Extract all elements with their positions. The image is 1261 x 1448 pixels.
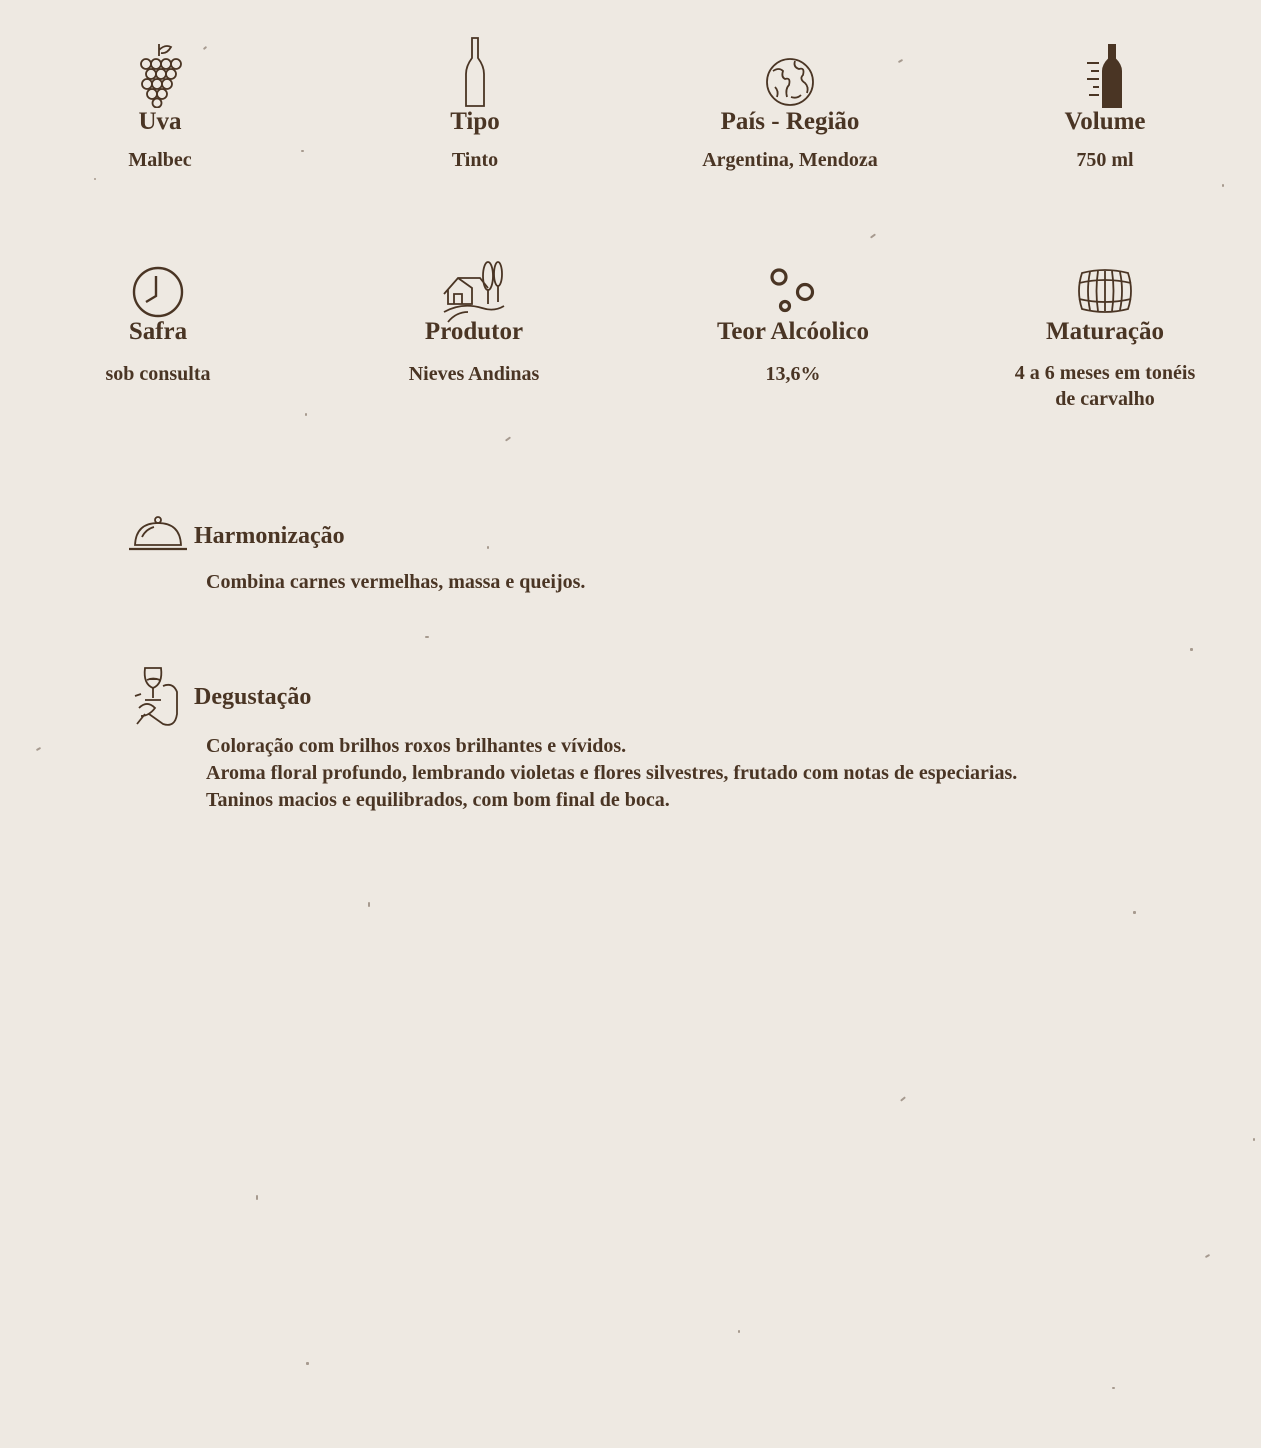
- wine-tasting-icon: [133, 664, 183, 730]
- cloche-icon: [128, 515, 188, 553]
- spec-value: Malbec: [128, 149, 192, 171]
- spec-value-line-1: 4 a 6 meses em tonéis: [1014, 362, 1196, 384]
- tasting-line: Aroma floral profundo, lembrando violetas e flores silvestres, frutado com notas de especiarias.: [206, 762, 1018, 784]
- spec-value: sob consulta: [105, 363, 211, 385]
- spec-label: Uva: [138, 108, 182, 135]
- spec-label: Safra: [128, 318, 188, 345]
- spec-label: País - Região: [720, 108, 860, 135]
- tasting-line: Taninos macios e equilibrados, com bom final de boca.: [206, 789, 670, 811]
- spec-label: Volume: [1064, 108, 1146, 135]
- spec-label: Produtor: [424, 318, 524, 345]
- spec-value-line-2: de carvalho: [1055, 388, 1155, 410]
- bubbles-icon: [769, 267, 817, 313]
- spec-label: Tipo: [450, 108, 500, 135]
- spec-label: Teor Alcóolico: [716, 318, 870, 345]
- clock-icon: [132, 266, 184, 318]
- spec-maturacao: [955, 0, 1255, 420]
- spec-produtor: [324, 0, 624, 420]
- tasting-title: Degustação: [194, 684, 312, 710]
- tasting-line: Coloração com brilhos roxos brilhantes e vívidos.: [206, 735, 627, 757]
- winery-icon: [442, 258, 506, 324]
- spec-value: Argentina, Mendoza: [702, 149, 878, 171]
- pairing-title: Harmonização: [194, 523, 345, 549]
- spec-value: 13,6%: [765, 363, 821, 385]
- spec-safra: [8, 0, 308, 420]
- pairing-text: Combina carnes vermelhas, massa e queijos.: [206, 571, 586, 593]
- spec-value: Tinto: [451, 149, 499, 171]
- spec-teor-alcoolico: [643, 0, 943, 420]
- spec-label: Maturação: [1045, 318, 1165, 345]
- barrel-icon: [1076, 269, 1134, 313]
- spec-value: 750 ml: [1076, 149, 1134, 171]
- spec-value: Nieves Andinas: [408, 363, 540, 385]
